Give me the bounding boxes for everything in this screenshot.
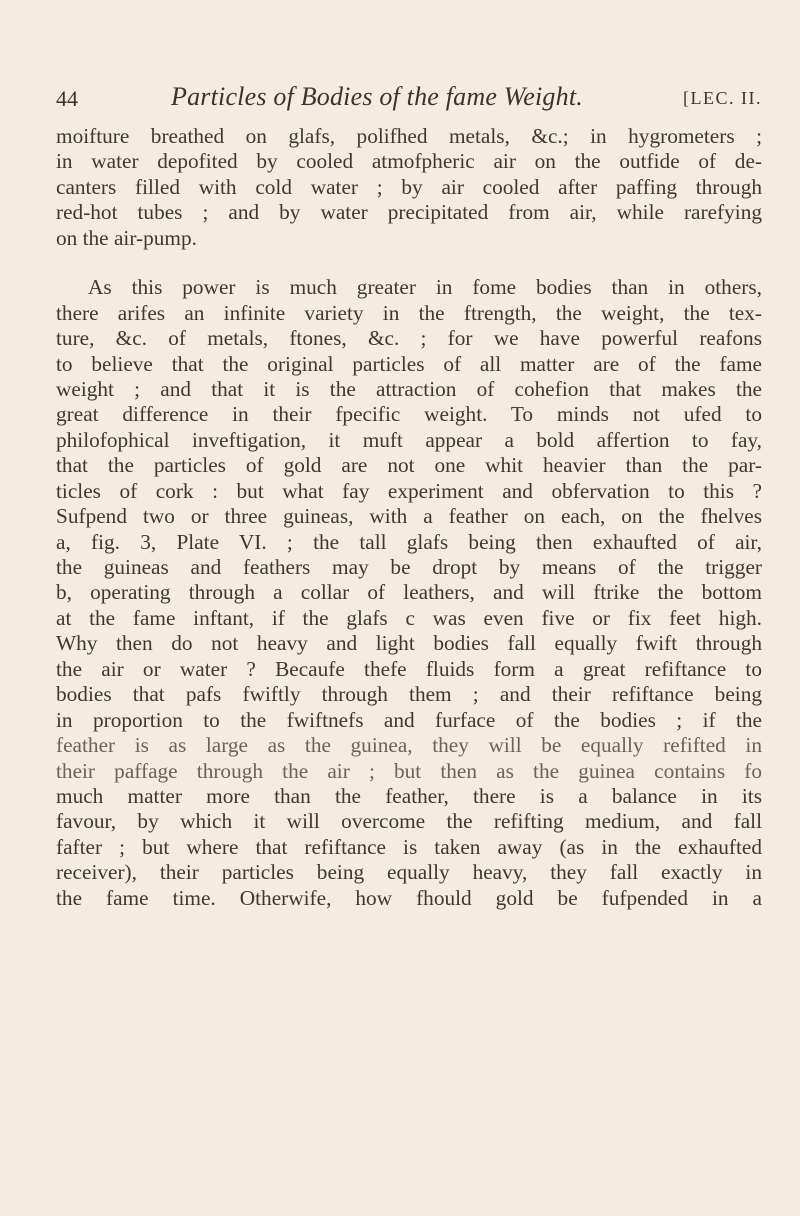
paragraph-1 xyxy=(56,124,762,251)
text-line: on the air-pump. xyxy=(56,225,197,250)
text-line: the air or water ? Becaufe thefe fluids form a great refiftance to xyxy=(56,656,762,681)
text-line: at the fame inftant, if the glafs c was even five or fix feet high. xyxy=(56,605,762,630)
text-line: Why then do not heavy and light bodies fall equally fwift through xyxy=(56,631,762,656)
text-line: feather is as large as the guinea, they will be equally refifted in xyxy=(56,733,762,758)
text-line: philofophical inveftigation, it muft appear a bold affertion to fay, xyxy=(56,427,762,452)
page-number: 44 xyxy=(56,86,78,111)
paragraph-2 xyxy=(56,275,762,911)
text-line: red-hot tubes ; and by water precipitated from air, while rarefying xyxy=(56,200,762,225)
text-line: the guineas and feathers may be dropt by means of the trigger xyxy=(56,555,762,579)
text-line: a, fig. 3, Plate VI. ; the tall glafs being then exhaufted of air, xyxy=(56,529,762,554)
text-line: moifture breathed on glafs, polifhed metals, &c.; in hygrometers ; xyxy=(56,124,762,148)
text-line: b, operating through a collar of leathers, and will ftrike the bottom xyxy=(56,580,762,605)
text-line: ticles of cork : but what fay experiment and obfervation to this ? xyxy=(56,478,762,503)
text-line: much matter more than the feather, there is a balance in its xyxy=(56,783,762,808)
text-line: bodies that pafs fwiftly through them ; and their refiftance being xyxy=(56,682,762,707)
text-line: favour, by which it will overcome the refifting medium, and fall xyxy=(56,809,762,834)
paragraph-gap xyxy=(56,251,762,275)
text-line: there arifes an infinite variety in the ftrength, the weight, the tex- xyxy=(56,300,762,325)
body-text xyxy=(56,124,762,911)
text-line: to believe that the original particles of all matter are of the fame xyxy=(56,351,762,376)
text-line: canters filled with cold water ; by air cooled after paffing through xyxy=(56,174,762,199)
text-line: ture, &c. of metals, ftones, &c. ; for we have powerful reafons xyxy=(56,326,762,351)
running-title: Particles of Bodies of the fame Weight. xyxy=(171,82,583,111)
text-line: weight ; and that it is the attraction of cohefion that makes the xyxy=(56,376,762,401)
text-line: the fame time. Otherwife, how fhould gold be fufpended in a xyxy=(56,885,762,910)
text-line: great difference in their fpecific weight. To minds not ufed to xyxy=(56,402,762,427)
text-line: in proportion to the fwiftnefs and furface of the bodies ; if the xyxy=(56,707,762,732)
text-line: As this power is much greater in fome bodies than in others, xyxy=(88,275,762,300)
text-line: that the particles of gold are not one whit heavier than the par- xyxy=(56,453,762,478)
text-line: their paffage through the air ; but then as the guinea contains fo xyxy=(56,758,762,783)
text-line: receiver), their particles being equally heavy, they fall exactly in xyxy=(56,860,762,885)
text-line: Sufpend two or three guineas, with a feather on each, on the fhelves xyxy=(56,504,762,529)
text-line: fafter ; but where that refiftance is taken away (as in the exhaufted xyxy=(56,834,762,859)
page-header xyxy=(56,78,762,118)
text-line: in water depofited by cooled atmofpheric air on the outfide of de- xyxy=(56,149,762,174)
lecture-mark: [LEC. II. xyxy=(683,88,762,108)
